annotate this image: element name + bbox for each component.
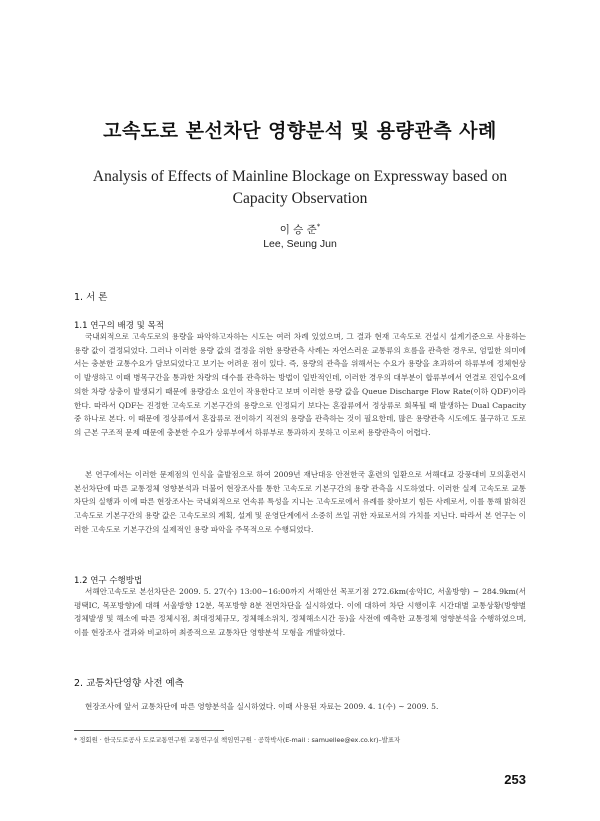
paper-title-english: Analysis of Effects of Mainline Blockage on Expressway based on Capacity Observation	[92, 168, 508, 207]
subsection-heading-background: 1.1 연구의 배경 및 목적	[74, 321, 165, 331]
paragraph-study-purpose: 본 연구에서는 이러한 문제점의 인식을 출발점으로 하여 2009년 재난대응 안전한국 훈련의 일환으로 서해대교 강풍대비 모의훈련시 본선차단에 따른 교통정체 영향분석과 더불어 현장조사를 통한 고속도로 기본구간의 용량 관측을 시도하였다. 이러한 실제 고속도로 교통차단의 실행과 이에 따른 현장조사는 국내외적으로 연속류 특성을 지니는 고속도로에서 유례를 찾아보기 힘든 사례로서, 이를 통해 밝혀진 고속도로 기본구간의 용량 값은 고속도로의 계획, 설계 및 운영단계에서 소중히 쓰일 귀한 자료로서의 가치를 지닌다. 따라서 본 연구는 이러한 고속도로 기본구간의 실제적인 용량 파악을 주목적으로 수행되었다.	[74, 470, 527, 534]
author-footnote-mark: *	[316, 222, 321, 231]
paper-title-korean: 고속도로 본선차단 영향분석 및 용량관측 사례	[103, 120, 497, 142]
author-footnote: * 정회원 · 한국도로공사 도로교통연구원 교통연구실 책임연구원 · 공학박사(E-mail : samuellee@ex.co.kr)–발표자	[74, 736, 401, 744]
paragraph-method: 서해안고속도로 본선차단은 2009. 5. 27(수) 13:00~16:00까지 서해안선 목포기점 272.6km(송악IC, 서울방향) ~ 284.9km(서평택IC, 목포방향)에 대해 서울방향 12분, 목포방향 8분 전면차단을 실시하였다. 이에 대하여 차단 시행이후 시간대별 교통상황(방향별 정체발생 및 해소에 따른 정체시점, 최대정체규모, 정체해소위치, 정체해소시간 등)을 사전에 예측한 교통정체 영향분석을 수행하였으며, 이를 현장조사 결과와 비교하여 최종적으로 교통차단 영향분석 모형을 개발하였다.	[74, 587, 526, 638]
paragraph-prediction: 현장조사에 앞서 교통차단에 따른 영향분석을 실시하였다. 이때 사용된 자료는 2009. 4. 1(수) ~ 2009. 5.	[85, 702, 439, 711]
subsection-heading-method: 1.2 연구 수행방법	[74, 576, 143, 586]
author-name-korean-text: 이 승 준	[279, 224, 317, 236]
author-name-korean	[0, 222, 600, 237]
section-heading-prediction: 2. 교통차단영향 사전 예측	[74, 678, 184, 689]
paragraph-background: 국내외적으로 고속도로의 용량을 파악하고자하는 시도는 여러 차례 있었으며, 그 결과 현재 고속도로 건설시 설계기준으로 사용하는 용량 값이 결정되었다. 그러나 이러한 용량 값의 결정을 위한 용량관측 사례는 자연스러운 교통류의 흐름을 관측한 경우로, 엄밀한 의미에서는 충분한 교통수요가 담보되었다고 보기는 어려운 점이 있다. 즉, 용량의 관측을 위해서는 수요가 용량을 초과하여 하류부에 정체현상이 발생하고 이때 병목구간을 통과한 차량의 대수를 관측하는 방법이 일반적인데, 이러한 경우의 대부분이 합류부에서 연결로 진입수요에 의한 차량 상충이 발생되기 때문에 용량감소 요인이 작용한다고 보며 이러한 용량 값을 Queue Discharge Flow Rate(이하 QDF)이라 한다. 따라서 QDF는 진정한 고속도로 기본구간의 용량으로 인정되기 보다는 혼잡류에서 정상류로 회복될 때 발생하는 Dual Capacity 중 하나로 본다. 이 때문에 정상류에서 혼잡류로 전이하기 직전의 용량을 관측하는 것이 필요한데, 많은 용량관측 시도에도 불구하고 도로의 근본 구조적 문제 때문에 충분한 수요가 상류부에서 하류부로 통과하지 못하고 이로써 용량관측이 어렵다.	[74, 332, 526, 437]
footnote-divider	[74, 730, 224, 731]
author-name-english: Lee, Seung Jun	[263, 238, 337, 250]
page-number: 253	[504, 772, 526, 787]
section-heading-introduction: 1. 서 론	[74, 292, 108, 303]
